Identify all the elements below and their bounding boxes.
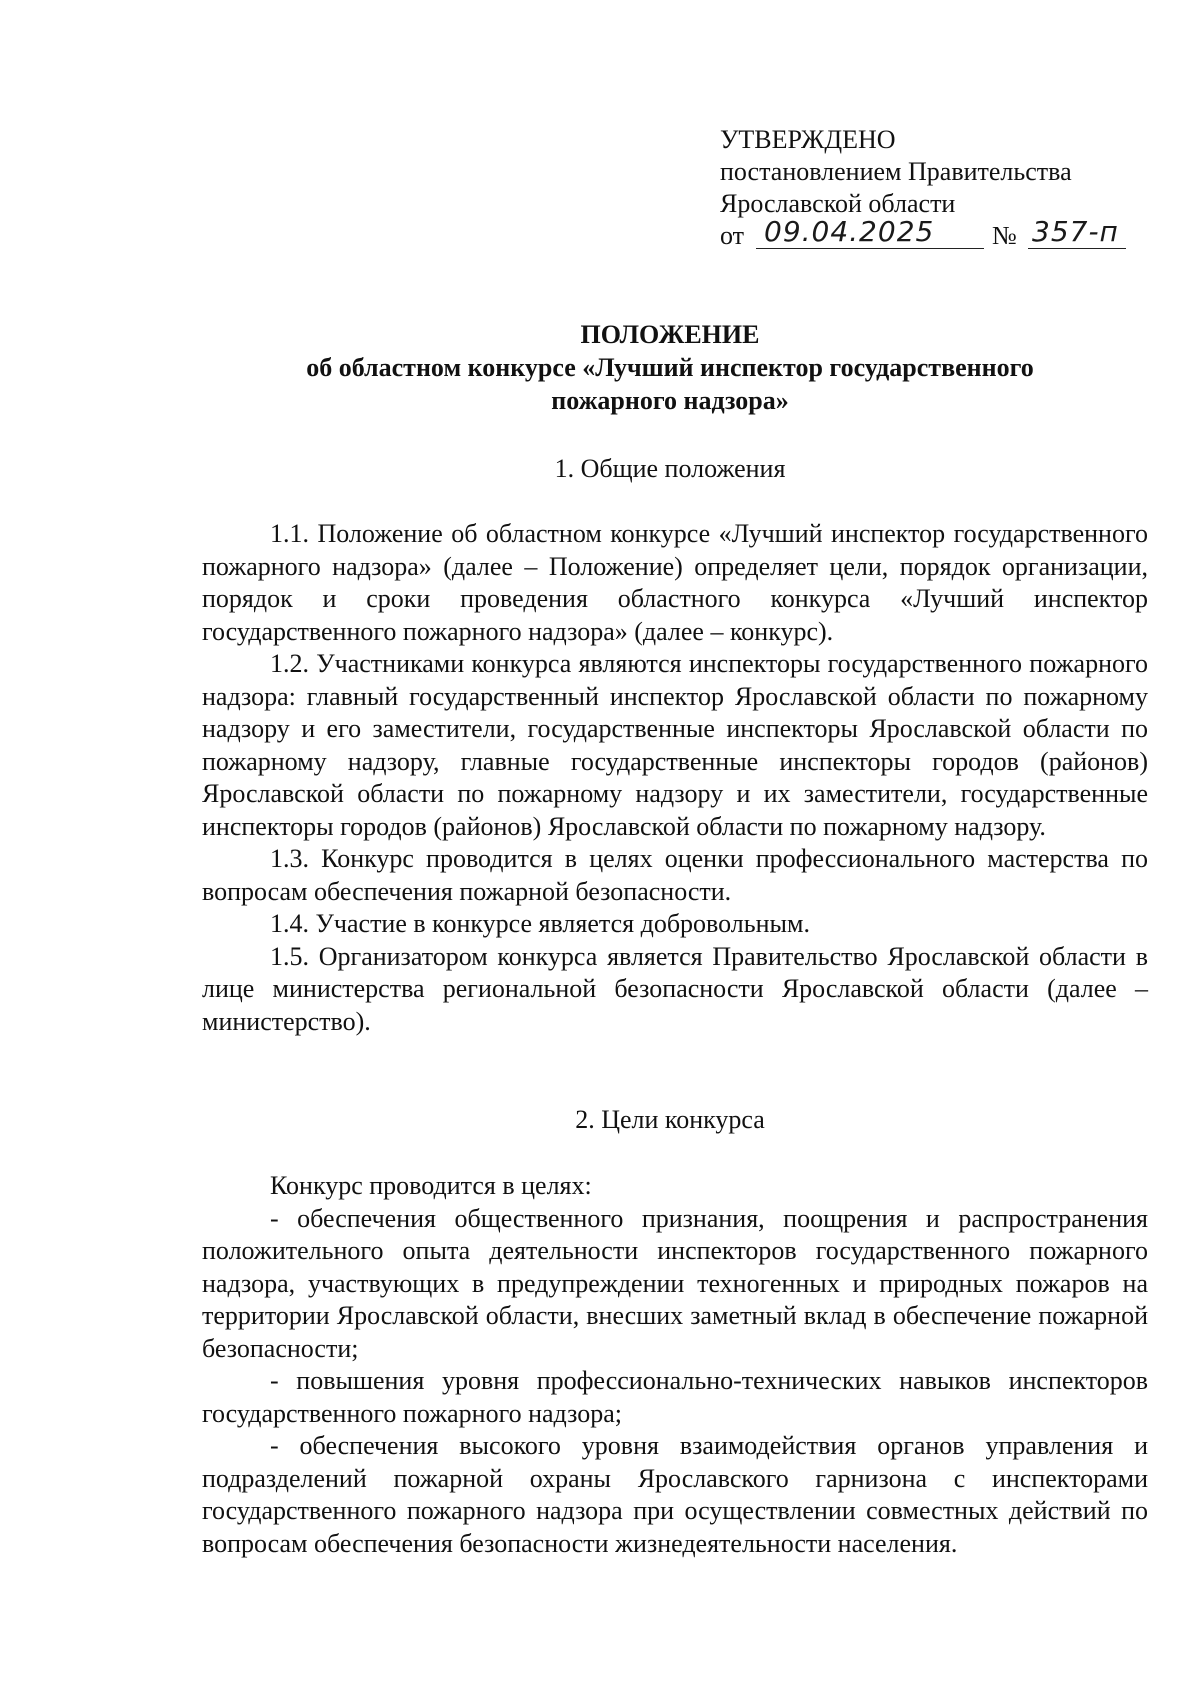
approval-region: Ярославской области [720,189,956,218]
approval-heading: УТВЕРЖДЕНО [720,125,896,154]
approval-number: 357-п [1032,215,1119,248]
title-heading: ПОЛОЖЕНИЕ [580,320,760,349]
document-title [180,318,1160,417]
paragraph-1-4: 1.4. Участие в конкурсе является добровольным. [270,909,810,938]
approval-reference [720,215,1140,254]
paragraph-2-goal-3: - обеспечения высокого уровня взаимодействия органов управления и подразделений пожарной охраны Ярославского гарнизона с инспекторами государственного пожарного надзора при осуществлении совместных действий по вопросам обеспечения безопасности жизнедеятельности населения. [202,1431,1148,1558]
paragraph-1-1: 1.1. Положение об областном конкурсе «Лучший инспектор государственного пожарного надзора» (далее – Положение) определяет цели, порядок организации, порядок и сроки проведения областного конкурса «Лучший инспектор государственного пожарного надзора» (далее – конкурс). [202,519,1148,646]
number-underline [1028,248,1126,249]
title-subtitle-line2: пожарного надзора» [551,386,789,415]
date-underline [756,248,984,249]
section-2-heading: 2. Цели конкурса [575,1105,765,1134]
approval-stamp-block [720,124,1140,254]
title-subtitle-line1: об областном конкурсе «Лучший инспектор государственного [306,353,1034,382]
approval-authority: постановлением Правительства [720,157,1072,186]
paragraph-2-goal-1: - обеспечения общественного признания, поощрения и распространения положительного опыта деятельности инспекторов государственного пожарного надзора, участвующих в предупреждении техногенных и природных пожаров на территории Ярославской области, внесших заметный вклад в обеспечение пожарной безопасности; [202,1203,1148,1363]
number-label: № [992,221,1017,250]
section-1-heading: 1. Общие положения [554,454,786,483]
paragraph-1-2: 1.2. Участниками конкурса являются инспекторы государственного пожарного надзора: главный государственный инспектор Ярославской области по пожарному надзору и его заместители, государственные инспекторы Ярославской области по пожарному надзору, главные государственные инспекторы городов (районов) Ярославской области по пожарному надзору и их заместители, государственные инспекторы городов (районов) Ярославской области по пожарному надзору. [202,649,1148,841]
from-label: от [720,221,745,250]
section-1-body [202,518,1148,1038]
approval-date: 09.04.2025 [764,215,935,248]
paragraph-1-3: 1.3. Конкурс проводится в целях оценки профессионального мастерства по вопросам обеспечения пожарной безопасности. [202,844,1148,906]
paragraph-1-5: 1.5. Организатором конкурса является Правительство Ярославской области в лице министерства региональной безопасности Ярославской области (далее – министерство). [202,941,1148,1036]
section-2-body [202,1170,1148,1560]
paragraph-2-intro: Конкурс проводится в целях: [270,1171,592,1200]
paragraph-2-goal-2: - повышения уровня профессионально-технических навыков инспекторов государственного пожарного надзора; [202,1366,1148,1428]
